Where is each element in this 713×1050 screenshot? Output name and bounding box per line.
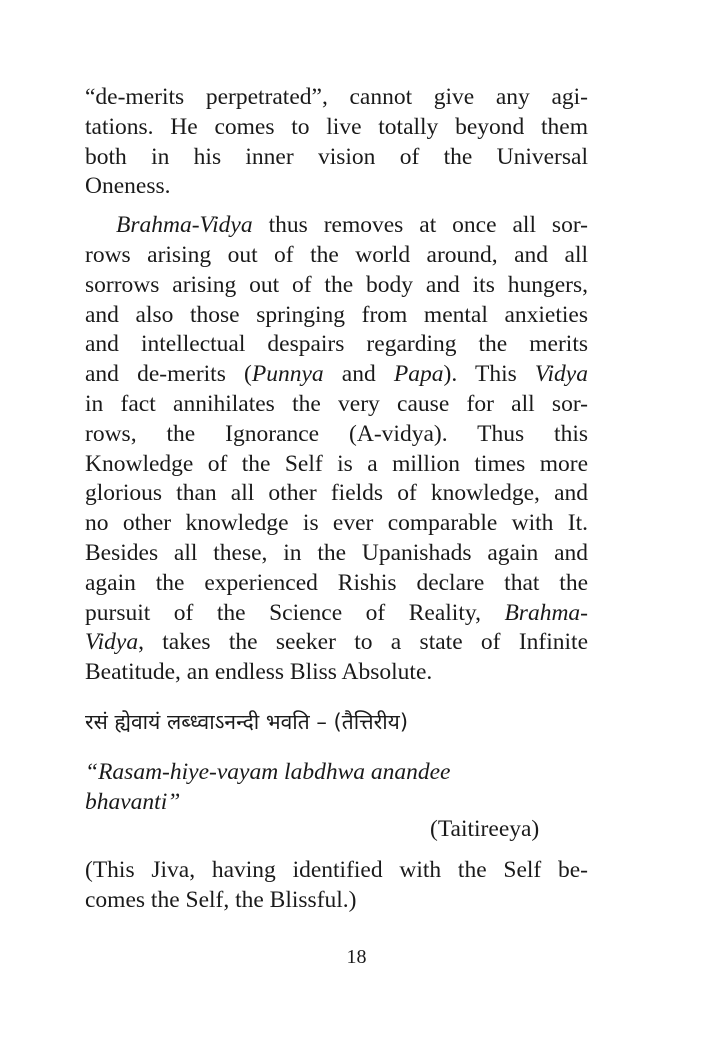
translation xyxy=(85,855,588,915)
translation-line: comes the Self, the Blissful.) xyxy=(85,887,357,913)
text-segment: pursuit of the Science of Reality, xyxy=(85,599,505,626)
text-segment: , takes the seeker to a state of Infinite xyxy=(138,629,588,656)
italic-term: Punnya xyxy=(251,361,324,388)
text-line: no other knowledge is ever comparable with It. xyxy=(85,510,588,537)
text-line xyxy=(85,628,588,658)
text-segment: thus removes at once all sor- xyxy=(252,212,588,239)
text-line: rows, the Ignorance (A-vidya). Thus this xyxy=(85,420,588,447)
text-line: sorrows arising out of the body and its hungers, xyxy=(85,271,588,298)
text-line xyxy=(85,360,588,390)
text-line xyxy=(85,211,588,241)
transliteration-line: bhavanti” xyxy=(85,788,181,815)
text-line: glorious than all other fields of knowledge, and xyxy=(85,480,588,507)
italic-term: Vidya xyxy=(85,629,139,656)
transliteration xyxy=(85,758,450,817)
page-number: 18 xyxy=(346,946,367,968)
text-line: rows arising out of the world around, and all xyxy=(85,241,588,268)
text-line: again the experienced Rishis declare that the xyxy=(85,569,588,596)
text-line: “de-merits perpetrated”, cannot give any agi- xyxy=(85,84,588,110)
text-line: Knowledge of the Self is a million times more xyxy=(85,450,588,477)
text-line: Oneness. xyxy=(85,173,171,200)
italic-term: Vidya xyxy=(534,361,588,388)
italic-term: Papa xyxy=(393,361,444,388)
text-line: and intellectual despairs regarding the merits xyxy=(85,331,588,358)
italic-term: Brahma-Vidya xyxy=(116,212,253,239)
text-segment: and xyxy=(323,361,394,388)
text-line xyxy=(85,599,588,629)
transliteration-line: “Rasam-hiye-vayam labdhwa anandee xyxy=(85,759,451,785)
text-segment: ). This xyxy=(443,361,535,388)
sanskrit-verse: रसं ह्येवायं लब्ध्वाऽनन्दी भवति – (तैत्तिरीय) xyxy=(85,710,409,734)
text-line: and also those springing from mental anxieties xyxy=(85,301,588,328)
text-line: Besides all these, in the Upanishads again and xyxy=(85,539,588,566)
translation-line: (This Jiva, having identified with the Self be- xyxy=(85,857,588,883)
text-line: Beatitude, an endless Bliss Absolute. xyxy=(85,659,433,686)
quote-source: (Taitireeya) xyxy=(430,816,540,842)
italic-term: Brahma- xyxy=(504,599,588,626)
text-line: tations. He comes to live totally beyond them xyxy=(85,113,588,140)
text-segment: and de-merits ( xyxy=(85,361,252,388)
page-body xyxy=(85,83,588,688)
paragraph-1 xyxy=(85,83,588,202)
paragraph-2 xyxy=(85,211,588,688)
text-line: both in his inner vision of the Universal xyxy=(85,143,588,170)
text-line: in fact annihilates the very cause for all sor- xyxy=(85,390,588,417)
